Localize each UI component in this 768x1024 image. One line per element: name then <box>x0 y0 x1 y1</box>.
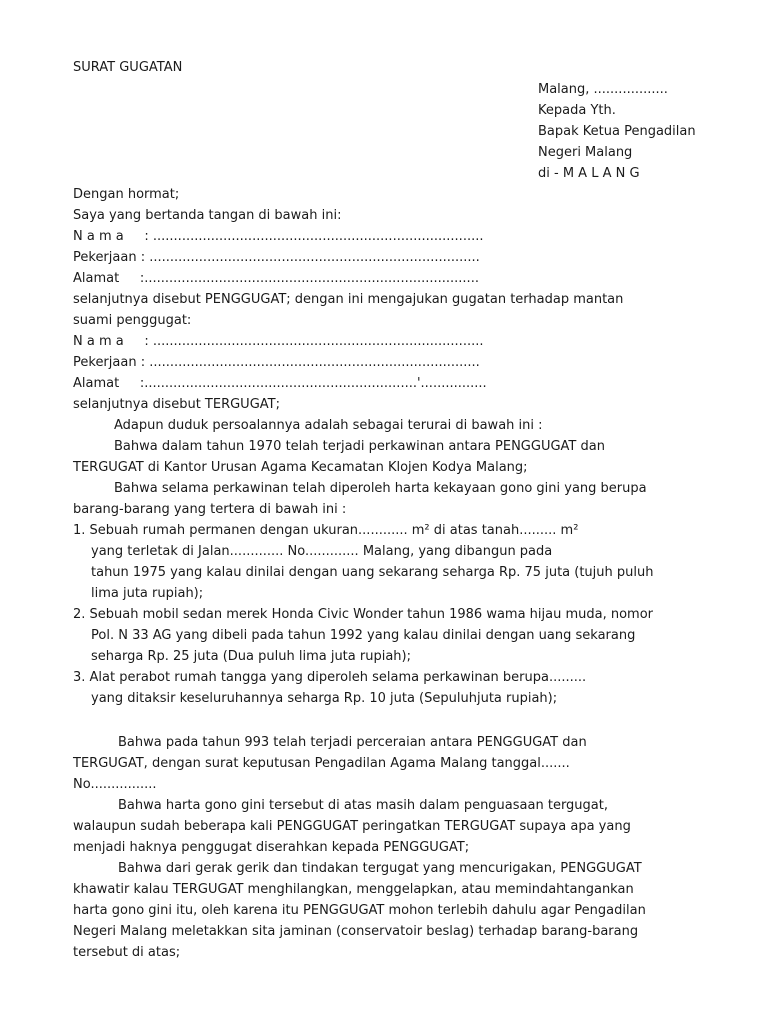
body-line: Bahwa selama perkawinan telah diperoleh harta kekayaan gono gini yang berupa <box>114 481 647 496</box>
body-line: Negeri Malang meletakkan sita jaminan (conservatoir beslag) terhadap barang-barang <box>73 924 639 939</box>
body-line: walaupun sudah beberapa kali PENGGUGAT peringatkan TERGUGAT supaya apa yang <box>73 819 631 834</box>
body-line: menjadi haknya penggugat diserahkan kepada PENGGUGAT; <box>73 840 470 855</box>
body-line: tersebut di atas; <box>73 945 181 960</box>
document-title: SURAT GUGATAN <box>73 60 183 75</box>
body-line: selanjutnya disebut TERGUGAT; <box>73 397 280 412</box>
defendant-address-field: Alamat :..................................................................'................ <box>73 376 487 391</box>
plaintiff-name-field: N a m a : ................................................................................ <box>73 229 484 244</box>
plaintiff-address-field: Alamat :................................................................................. <box>73 271 479 286</box>
body-line: Adapun duduk persoalannya adalah sebagai terurai di bawah ini : <box>114 418 543 433</box>
header-recipient: Bapak Ketua Pengadilan <box>538 124 696 139</box>
body-line: No................ <box>73 777 157 792</box>
list-item-continuation: seharga Rp. 25 juta (Dua puluh lima juta rupiah); <box>91 649 411 664</box>
header-date: Malang, .................. <box>538 82 668 97</box>
greeting: Dengan hormat; <box>73 187 180 202</box>
defendant-name-field: N a m a : ................................................................................ <box>73 334 484 349</box>
body-line: selanjutnya disebut PENGGUGAT; dengan ini mengajukan gugatan terhadap mantan <box>73 292 624 307</box>
list-item-continuation: yang ditaksir keseluruhannya seharga Rp. 10 juta (Sepuluhjuta rupiah); <box>91 691 558 706</box>
body-line: suami penggugat: <box>73 313 192 328</box>
list-item-continuation: yang terletak di Jalan............. No............. Malang, yang dibangun pada <box>91 544 553 559</box>
body-line: khawatir kalau TERGUGAT menghilangkan, menggelapkan, atau memindahtangankan <box>73 882 634 897</box>
list-item: 3. Alat perabot rumah tangga yang diperoleh selama perkawinan berupa......... <box>73 670 587 685</box>
body-line: Bahwa harta gono gini tersebut di atas masih dalam penguasaan tergugat, <box>118 798 608 813</box>
body-line: Bahwa pada tahun 993 telah terjadi perceraian antara PENGGUGAT dan <box>118 735 587 750</box>
header-recipient: di - M A L A N G <box>538 166 640 181</box>
header-recipient: Kepada Yth. <box>538 103 616 118</box>
list-item-continuation: Pol. N 33 AG yang dibeli pada tahun 1992 yang kalau dinilai dengan uang sekarang <box>91 628 636 643</box>
body-line: harta gono gini itu, oleh karena itu PENGGUGAT mohon terlebih dahulu agar Pengadilan <box>73 903 646 918</box>
list-item-continuation: tahun 1975 yang kalau dinilai dengan uang sekarang seharga Rp. 75 juta (tujuh puluh <box>91 565 654 580</box>
list-item: 2. Sebuah mobil sedan merek Honda Civic Wonder tahun 1986 wama hijau muda, nomor <box>73 607 654 622</box>
body-line: Saya yang bertanda tangan di bawah ini: <box>73 208 342 223</box>
body-line: Bahwa dalam tahun 1970 telah terjadi perkawinan antara PENGGUGAT dan <box>114 439 605 454</box>
list-item-continuation: lima juta rupiah); <box>91 586 204 601</box>
body-line: TERGUGAT di Kantor Urusan Agama Kecamatan Klojen Kodya Malang; <box>73 460 528 475</box>
header-recipient: Negeri Malang <box>538 145 633 160</box>
defendant-job-field: Pekerjaan : ................................................................................ <box>73 355 480 370</box>
body-line: barang-barang yang tertera di bawah ini : <box>73 502 347 517</box>
body-line: TERGUGAT, dengan surat keputusan Pengadilan Agama Malang tanggal....... <box>73 756 570 771</box>
body-line: Bahwa dari gerak gerik dan tindakan tergugat yang mencurigakan, PENGGUGAT <box>118 861 642 876</box>
plaintiff-job-field: Pekerjaan : ................................................................................ <box>73 250 480 265</box>
list-item: 1. Sebuah rumah permanen dengan ukuran............ m² di atas tanah......... m² <box>73 523 579 538</box>
